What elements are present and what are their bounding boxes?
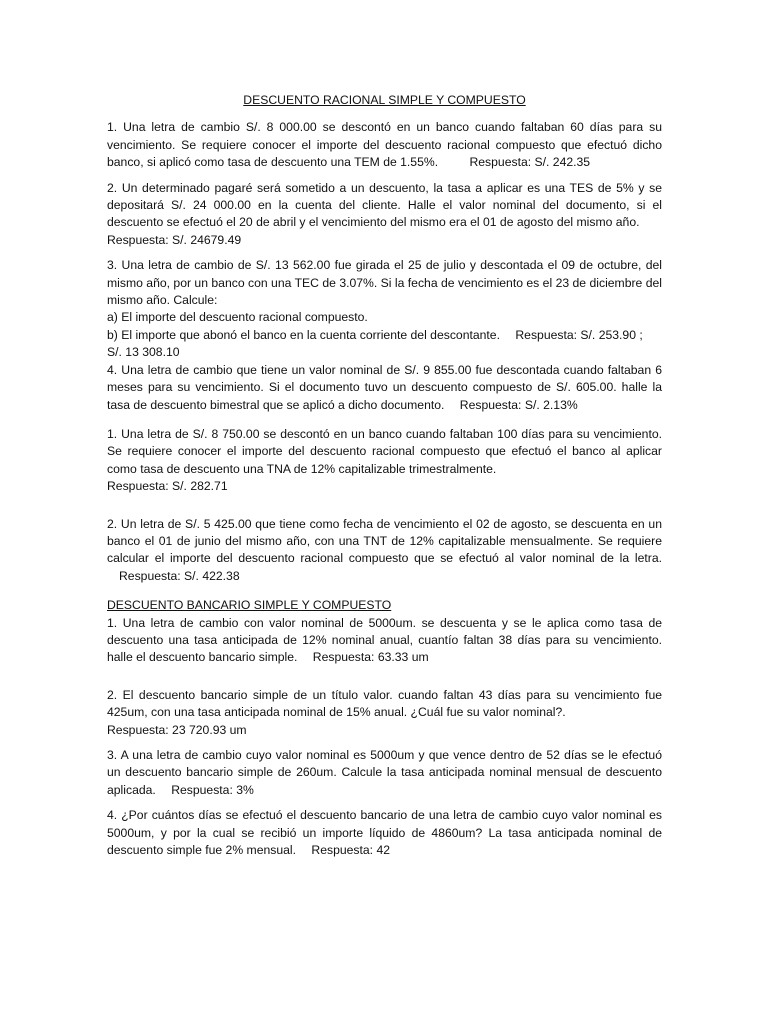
problem-text: 2. Un determinado pagaré será sometido a un descuento, la tasa a aplicar es una TES de 5% y se depositará S/. 24 000.00 en la cuenta del cliente. Halle el valor nominal del documento, si el descuento se efectuó el 20 de abril y el vencimiento del mismo era el 01 de agosto del mismo año. xyxy=(107,180,662,230)
problem-text: 4. Una letra de cambio que tiene un valor nominal de S/. 9 855.00 fue descontada cuando faltaban 6 meses para su vencimiento. Si el documento tuvo un descuento compuesto de S/. 605.00. halle la tasa de descuento bimestral que se aplicó a dicho documento. xyxy=(107,362,662,412)
bancario-problem-3 xyxy=(107,747,662,799)
problem-answer: Respuesta: 3% xyxy=(171,782,254,797)
bancario-problem-4 xyxy=(107,807,662,859)
bancario-problem-2 xyxy=(107,687,662,739)
problem-answer: Respuesta: S/. 422.38 xyxy=(119,568,240,583)
racional-problem-4 xyxy=(107,362,662,414)
racional-problem-2 xyxy=(107,180,662,250)
section-title-bancario: DESCUENTO BANCARIO SIMPLE Y COMPUESTO xyxy=(107,598,392,613)
problem-answer: Respuesta: S/. 282.71 xyxy=(107,479,228,494)
problem-answer: Respuesta: S/. 253.90 ; xyxy=(515,327,643,342)
problem-answer: Respuesta: 23 720.93 um xyxy=(107,722,247,737)
problem-answer: Respuesta: 42 xyxy=(311,843,391,858)
document-page xyxy=(107,92,662,859)
problem-item-a: a) El importe del descuento racional compuesto. xyxy=(107,310,368,325)
problem-text: 2. Un letra de S/. 5 425.00 que tiene como fecha de vencimiento el 02 de agosto, se descuenta en un banco el 01 de junio del mismo año, con una TNT de 12% capitalizable mensualmente. Se requiere calcular el importe del descuento racional compuesto que se efectuó al valor nominal de la letra. xyxy=(107,516,662,566)
problem-text: 2. El descuento bancario simple de un título valor. cuando faltan 43 días para su vencimiento fue 425um, con una tasa anticipada nominal de 15% anual. ¿Cuál fue su valor nominal?. xyxy=(107,687,662,720)
racional-problem-5 xyxy=(107,426,662,496)
problem-answer: Respuesta: S/. 2.13% xyxy=(459,397,578,412)
problem-item-b: b) El importe que abonó el banco en la cuenta corriente del descontante. xyxy=(107,327,500,342)
problem-answer-2: S/. 13 308.10 xyxy=(107,345,180,360)
problem-answer: Respuesta: 63.33 um xyxy=(312,650,429,665)
problem-answer: Respuesta: S/. 24679.49 xyxy=(107,232,242,247)
racional-problem-6 xyxy=(107,516,662,586)
problem-text: 4. ¿Por cuántos días se efectuó el descuento bancario de una letra de cambio cuyo valor nominal es 5000um, y por la cual se recibió un importe líquido de 4860um? La tasa anticipada nominal de descuento simple fue 2% mensual. xyxy=(107,808,662,858)
racional-problem-1 xyxy=(107,119,662,171)
problem-text: 3. A una letra de cambio cuyo valor nominal es 5000um y que vence dentro de 52 días se le efectuó un descuento bancario simple de 260um. Calcule la tasa anticipada nominal mensual de descuento aplicada. xyxy=(107,748,662,797)
problem-text: 3. Una letra de cambio de S/. 13 562.00 fue girada el 25 de julio y descontada el 09 de octubre, del mismo año, por un banco con una TEC de 3.07%. Si la fecha de vencimiento es el 23 de diciembre del mismo año. Calcule: xyxy=(107,258,662,308)
problem-text: 1. Una letra de cambio S/. 8 000.00 se descontó en un banco cuando faltaban 60 días para su vencimiento. Se requiere conocer el importe del descuento racional compuesto que efectuó dicho banco, si aplicó como tasa de descuento una TEM de 1.55%. xyxy=(107,120,662,170)
document-title: DESCUENTO RACIONAL SIMPLE Y COMPUESTO xyxy=(243,93,526,107)
bancario-problem-1 xyxy=(107,615,662,667)
problem-answer: Respuesta: S/. 242.35 xyxy=(469,155,591,170)
problem-text: 1. Una letra de cambio con valor nominal de 5000um. se descuenta y se le aplica como tasa de descuento una tasa anticipada de 12% nominal anual, cuantío faltan 38 días para su vencimiento. halle el descuento bancario simple. xyxy=(107,615,662,665)
problem-text: 1. Una letra de S/. 8 750.00 se descontó en un banco cuando faltaban 100 días para su vencimiento. Se requiere conocer el importe del descuento racional compuesto que efectuó el banco al aplicar como tasa de descuento una TNA de 12% capitalizable trimestralmente. xyxy=(107,426,662,476)
racional-problem-3 xyxy=(107,257,662,361)
